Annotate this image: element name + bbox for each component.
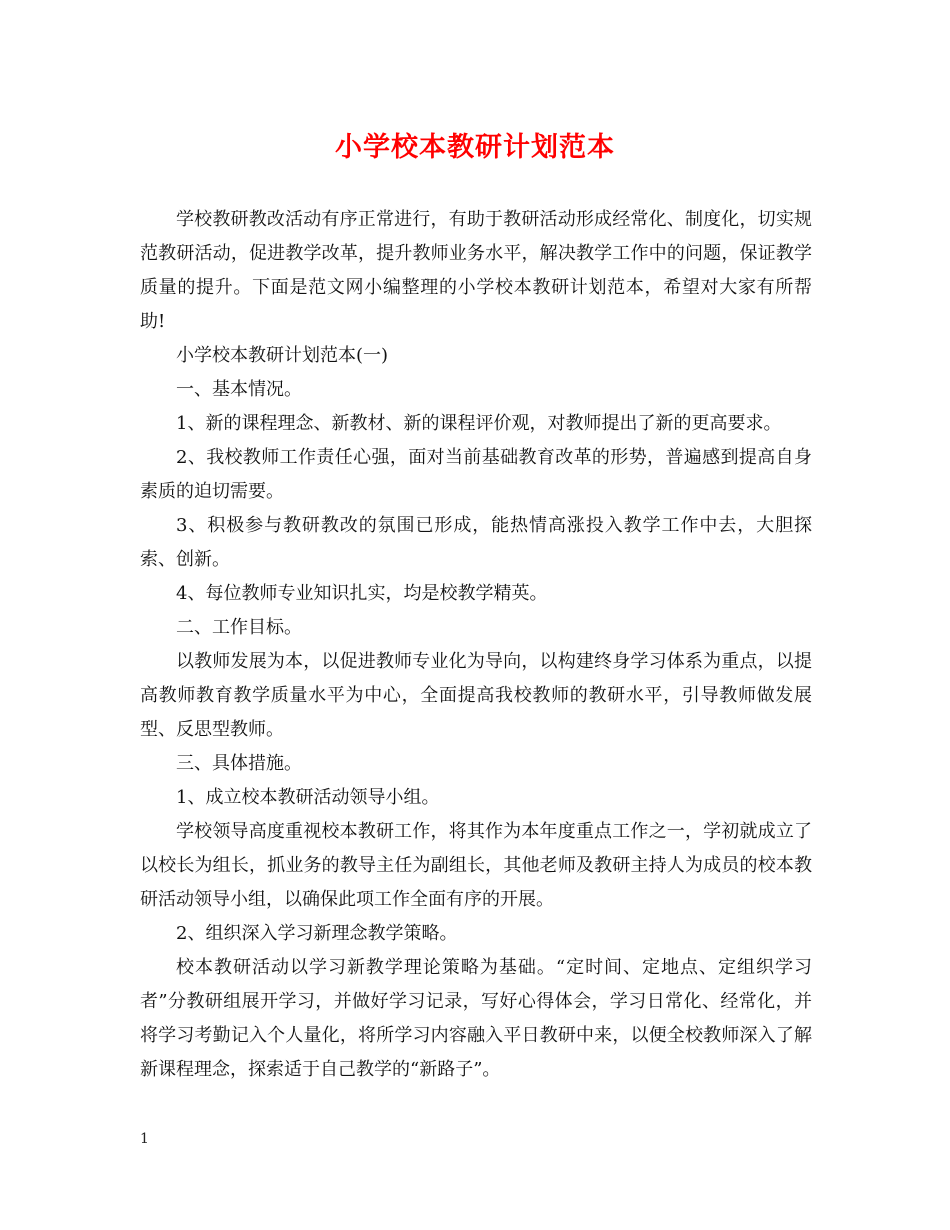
paragraph-work-goals: 以教师发展为本，以促进教师专业化为导向，以构建终身学习体系为重点，以提高教师教育教学质量水平为中心，全面提高我校教师的教研水平，引导教师做发展型、反思型教师。 — [140, 651, 812, 740]
section-heading-measures: 三、具体措施。 — [176, 753, 302, 774]
paragraph-item-4: 4、每位教师专业知识扎实，均是校教学精英。 — [176, 583, 548, 604]
paragraph-item-3: 3、积极参与教研教改的氛围已形成，能热情高涨投入教学工作中去，大胆探索、创新。 — [140, 515, 812, 570]
paragraph-measure-2-body: 校本教研活动以学习新教学理论策略为基础。“定时间、定地点、定组织学习者”分教研组展开学习，并做好学习记录，写好心得体会，学习日常化、经常化，并将学习考勤记入个人量化，将所学习内容融入平日教研中来，以便全校教师深入了解新课程理念，探索适于自己教学的“新路子”。 — [140, 957, 812, 1080]
section-heading-work-goals: 二、工作目标。 — [176, 617, 302, 638]
document-body — [140, 203, 812, 1087]
section-heading-basic-situation: 一、基本情况。 — [176, 379, 302, 400]
document-title: 小学校本教研计划范本 — [335, 132, 615, 163]
paragraph-item-2: 2、我校教师工作责任心强，面对当前基础教育改革的形势，普遍感到提高自身素质的迫切需要。 — [140, 447, 812, 502]
paragraph-intro: 学校教研教改活动有序正常进行，有助于教研活动形成经常化、制度化，切实规范教研活动，促进教学改革，提升教师业务水平，解决教学工作中的问题，保证教学质量的提升。下面是范文网小编整理的小学校本教研计划范本，希望对大家有所帮助! — [140, 209, 812, 332]
paragraph-subtitle: 小学校本教研计划范本(一) — [176, 345, 389, 366]
paragraph-measure-1-heading: 1、成立校本教研活动领导小组。 — [176, 787, 440, 808]
paragraph-item-1: 1、新的课程理念、新教材、新的课程评价观，对教师提出了新的更高要求。 — [176, 413, 782, 434]
paragraph-measure-1-body: 学校领导高度重视校本教研工作，将其作为本年度重点工作之一，学初就成立了以校长为组长，抓业务的教导主任为副组长，其他老师及教研主持人为成员的校本教研活动领导小组，以确保此项工作全面有序的开展。 — [140, 821, 812, 910]
paragraph-measure-2-heading: 2、组织深入学习新理念教学策略。 — [176, 923, 458, 944]
page-number: 1 — [140, 1131, 149, 1147]
